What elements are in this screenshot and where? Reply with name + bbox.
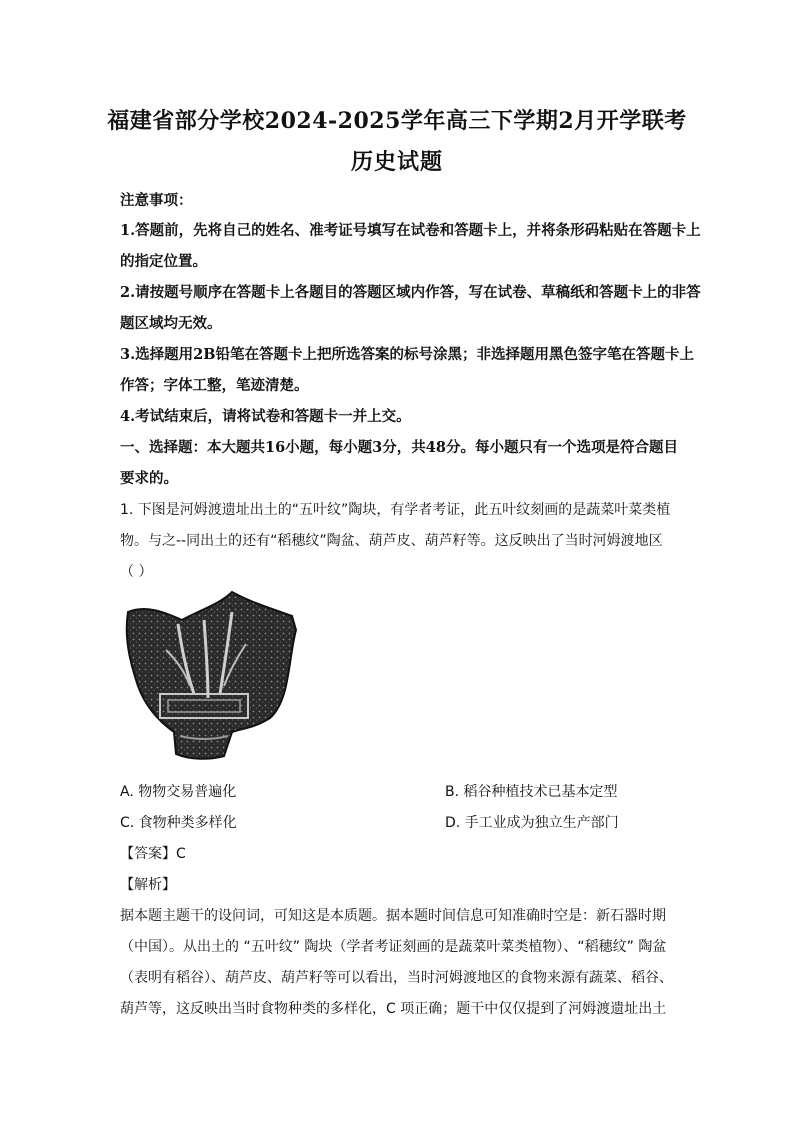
section-heading: 要求的。 bbox=[120, 470, 178, 487]
notice-line: 作答；字体工整，笔迹清楚。 bbox=[120, 377, 309, 394]
question-stem: 1. 下图是河姆渡遗址出土的“五叶纹”陶块，有学者考证，此五叶纹刻画的是蔬菜叶菜类植 bbox=[120, 502, 671, 518]
section-heading: 一、选择题：本大题共16小题，每小题3分，共48分。每小题只有一个选项是符合题目 bbox=[120, 439, 678, 456]
option-c: C. 食物种类多样化 bbox=[120, 815, 237, 831]
notice-line: 的指定位置。 bbox=[120, 253, 207, 270]
option-b: B. 稻谷种植技术已基本定型 bbox=[445, 784, 618, 800]
notice-line: 3.选择题用2B铅笔在答题卡上把所选答案的标号涂黑；非选择题用黑色签字笔在答题卡上 bbox=[120, 346, 694, 363]
analysis-heading: 【解析】 bbox=[120, 877, 176, 893]
question-stem: （ ） bbox=[120, 564, 153, 580]
analysis-line: 据本题主题干的设问词，可知这是本质题。据本题时间信息可知准确时空是：新石器时期 bbox=[120, 908, 666, 924]
exam-subject: 历史试题 bbox=[350, 149, 443, 175]
exam-title: 福建省部分学校2024-2025学年高三下学期2月开学联考 bbox=[107, 108, 687, 134]
pottery-shard-image bbox=[120, 590, 300, 762]
notice-line: 4.考试结束后，请将试卷和答题卡一并上交。 bbox=[120, 408, 411, 425]
question-stem: 物。与之--同出土的还有“稻穗纹”陶盆、葫芦皮、葫芦籽等。这反映出了当时河姆渡地区 bbox=[120, 533, 663, 549]
analysis-line: （表明有稻谷）、葫芦皮、葫芦籽等可以看出，当时河姆渡地区的食物来源有蔬菜、稻谷、 bbox=[120, 970, 673, 986]
notice-heading: 注意事项： bbox=[120, 192, 193, 209]
notice-line: 1.答题前，先将自己的姓名、准考证号填写在试卷和答题卡上，并将条形码粘贴在答题卡上 bbox=[120, 222, 701, 239]
notice-line: 2.请按题号顺序在答题卡上各题目的答题区域内作答，写在试卷、草稿纸和答题卡上的非答 bbox=[120, 284, 701, 301]
option-d: D. 手工业成为独立生产部门 bbox=[445, 815, 619, 831]
option-a: A. 物物交易普遍化 bbox=[120, 784, 237, 800]
answer-line: 【答案】C bbox=[120, 846, 186, 862]
analysis-line: 葫芦等，这反映出当时食物种类的多样化，C 项正确；题干中仅仅提到了河姆渡遗址出土 bbox=[120, 1001, 667, 1017]
analysis-line: （中国）。从出土的 “五叶纹” 陶块（学者考证刻画的是蔬菜叶菜类植物）、“稻穗纹” 陶盆 bbox=[120, 939, 667, 955]
notice-line: 题区域均无效。 bbox=[120, 315, 222, 332]
